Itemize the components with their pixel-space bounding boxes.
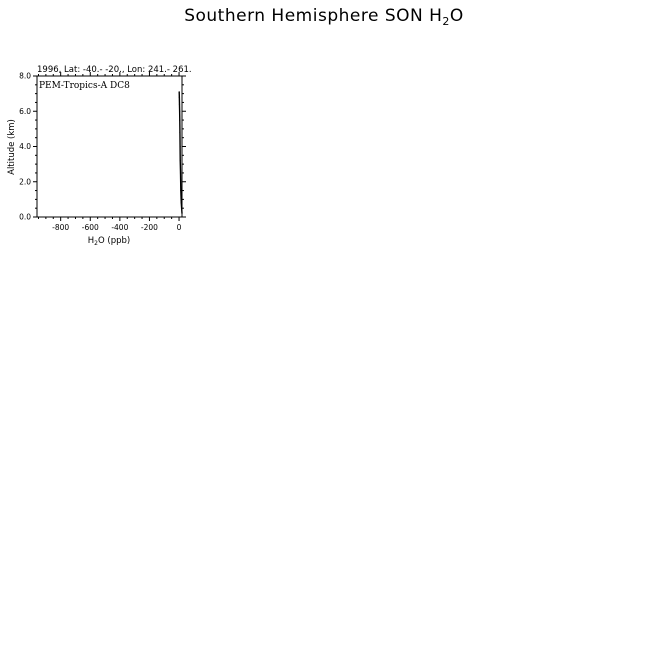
x-axis-label-main: H: [87, 236, 95, 246]
x-axis-label: [88, 236, 130, 247]
x-tick-label: -800: [52, 223, 70, 232]
data-point: [180, 190, 181, 191]
x-tick-label: -600: [81, 223, 99, 232]
x-axis-label-tail: O (ppb): [98, 236, 131, 246]
figure-title-main: Southern Hemisphere SON H: [184, 6, 443, 26]
data-point: [179, 132, 180, 133]
data-point: [179, 104, 180, 105]
y-tick-label: 8.0: [19, 71, 31, 81]
y-tick-label: 4.0: [19, 142, 31, 151]
x-tick-label: -400: [111, 223, 129, 232]
data-point: [179, 146, 180, 147]
x-axis-label-subscript: 2: [94, 240, 99, 247]
y-tick-label: 2.0: [19, 177, 31, 187]
plot-frame: [37, 76, 182, 217]
data-point: [179, 91, 180, 92]
figure-title-subscript: 2: [442, 15, 450, 28]
axes-group: [19, 72, 186, 233]
y-tick-label: 0.0: [19, 212, 31, 222]
y-tick-label: 6.0: [19, 106, 31, 116]
x-tick-label: -200: [140, 223, 158, 232]
data-point: [180, 160, 181, 161]
data-point: [181, 202, 182, 203]
y-axis-label: Altitude (km): [7, 119, 17, 175]
data-point: [181, 213, 182, 214]
data-point: [179, 97, 180, 98]
data-point: [179, 111, 180, 112]
data-point: [179, 119, 180, 120]
figure-title-tail: O: [449, 6, 464, 26]
legend-label: PEM-Tropics-A DC8: [39, 81, 130, 91]
data-point: [180, 172, 181, 173]
x-tick-label: 0: [176, 223, 182, 232]
chart-header: 1996, Lat: -40.- -20., Lon: 241.- 261.: [37, 65, 192, 75]
